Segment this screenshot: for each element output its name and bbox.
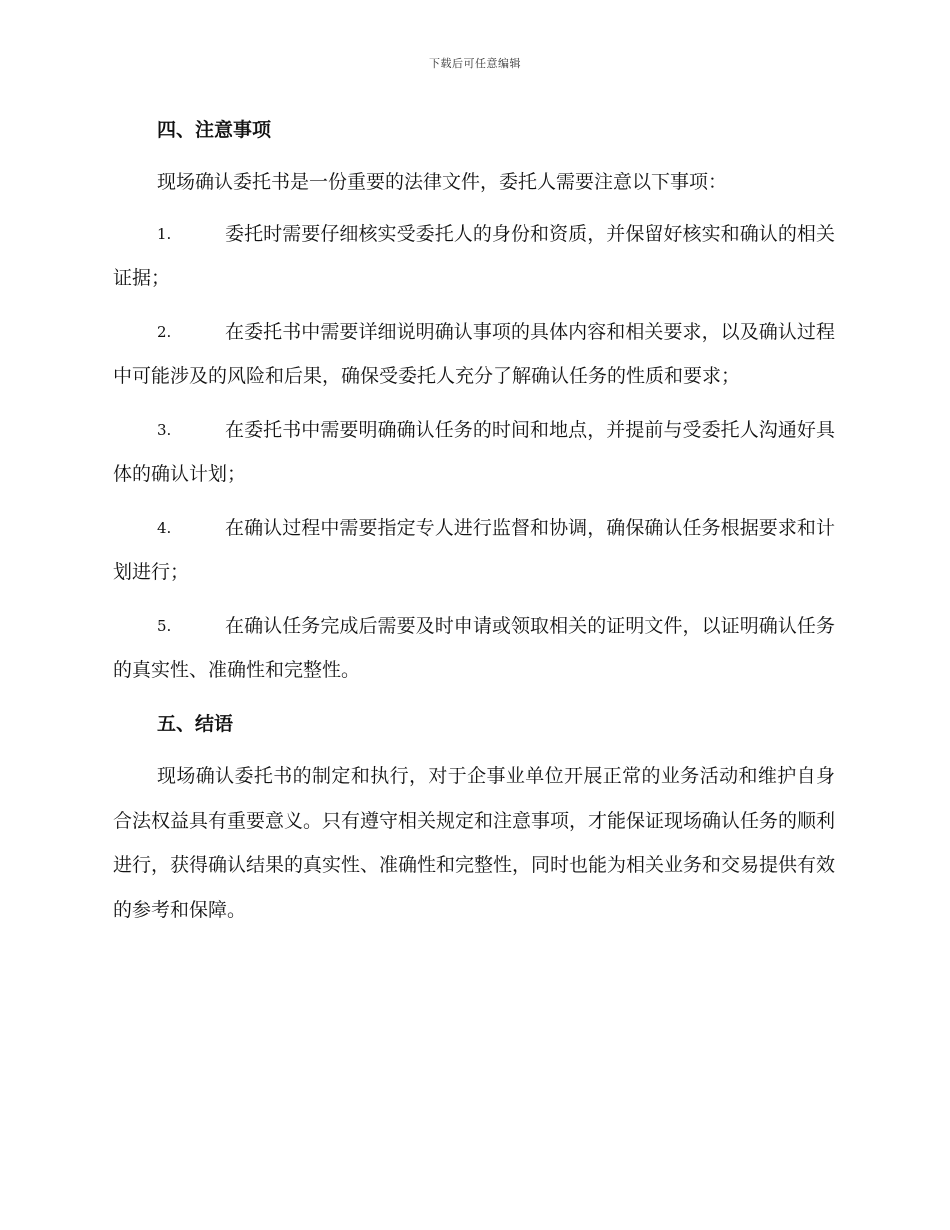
list-item: [113, 604, 835, 692]
list-item-number: 4.: [157, 519, 172, 537]
list-item-number: 3.: [157, 421, 172, 439]
list-item-number: 1.: [157, 225, 172, 243]
section-heading-conclusion: 五、结语: [157, 713, 234, 735]
list-item: [113, 310, 835, 398]
document-body: [113, 108, 835, 932]
list-item-text: 在委托书中需要详细说明确认事项的具体内容和相关要求，以及确认过程中可能涉及的风险和后果，确保受委托人充分了解确认任务的性质和要求；: [113, 321, 835, 387]
list-item-text: 在确认过程中需要指定专人进行监督和协调，确保确认任务根据要求和计划进行；: [113, 517, 835, 583]
header-note: 下载后可任意编辑: [429, 57, 521, 70]
section-heading-notes: 四、注意事项: [157, 119, 272, 141]
list-item: [113, 212, 835, 300]
list-item-text: 在委托书中需要明确确认任务的时间和地点，并提前与受委托人沟通好具体的确认计划；: [113, 419, 835, 485]
list-item: [113, 408, 835, 496]
conclusion-paragraph: 现场确认委托书的制定和执行，对于企事业单位开展正常的业务活动和维护自身合法权益具有重要意义。只有遵守相关规定和注意事项，才能保证现场确认任务的顺利进行，获得确认结果的真实性、准确性和完整性，同时也能为相关业务和交易提供有效的参考和保障。: [113, 765, 836, 921]
list-item-number: 2.: [157, 323, 172, 341]
list-item: [113, 506, 835, 594]
list-item-text: 委托时需要仔细核实受委托人的身份和资质，并保留好核实和确认的相关证据；: [113, 223, 835, 289]
list-item-text: 在确认任务完成后需要及时申请或领取相关的证明文件，以证明确认任务的真实性、准确性和完整性。: [113, 615, 835, 681]
list-item-number: 5.: [157, 617, 172, 635]
section-intro: 现场确认委托书是一份重要的法律文件，委托人需要注意以下事项：: [157, 171, 728, 193]
